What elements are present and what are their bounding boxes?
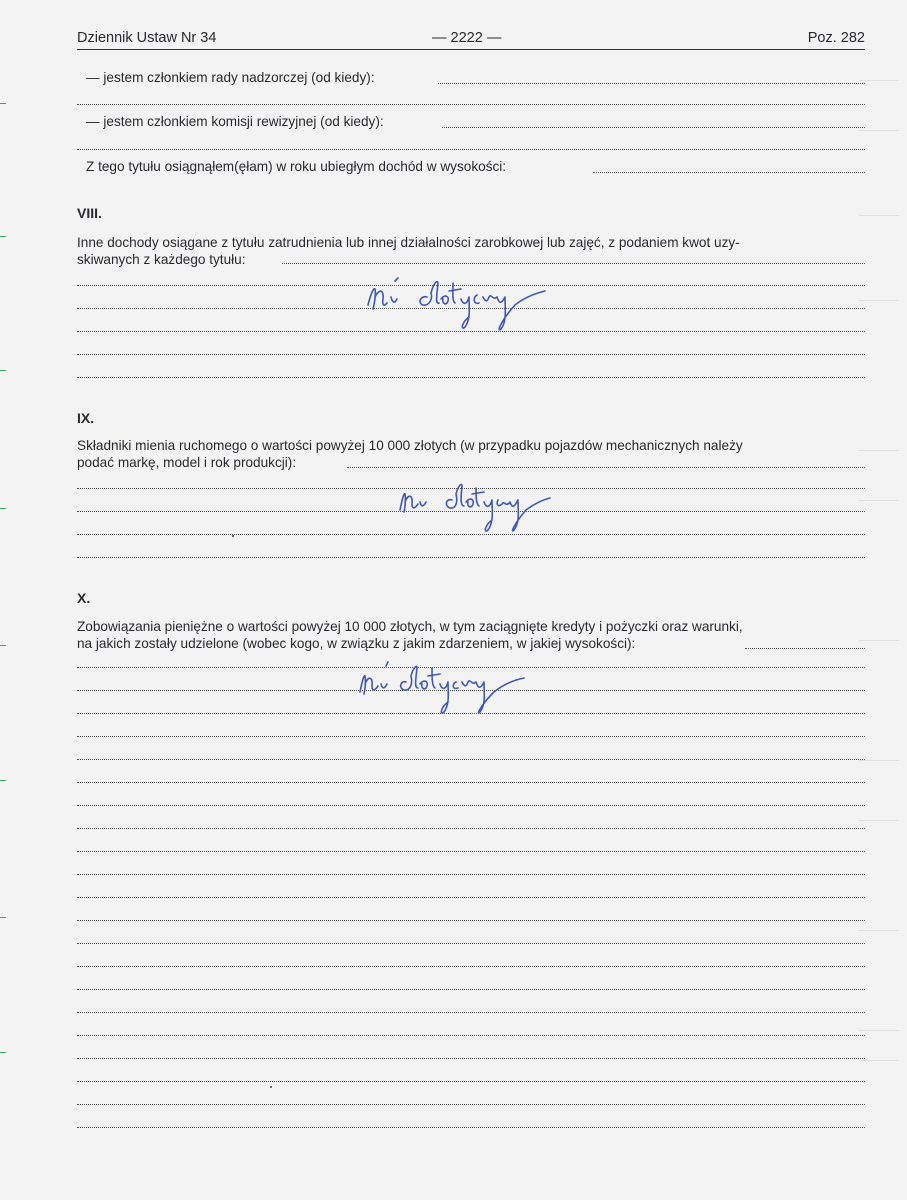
fill-line bbox=[77, 943, 865, 944]
fill-line bbox=[77, 1104, 865, 1105]
fill-line bbox=[77, 1081, 865, 1082]
fill-line bbox=[77, 759, 865, 760]
fill-line bbox=[77, 897, 865, 898]
supervisory-board-label: — jestem członkiem rady nadzorczej (od kiedy): bbox=[86, 70, 375, 85]
fill-line bbox=[77, 354, 865, 355]
header-rule bbox=[77, 49, 865, 50]
scan-mark bbox=[0, 370, 6, 371]
fill-line bbox=[593, 172, 865, 173]
fill-line bbox=[745, 648, 865, 649]
scan-mark bbox=[0, 508, 6, 509]
fill-line bbox=[77, 1058, 865, 1059]
fill-line bbox=[77, 149, 865, 150]
handwritten-annotation bbox=[365, 275, 550, 335]
fill-line bbox=[282, 263, 865, 264]
fill-line bbox=[77, 828, 865, 829]
fill-line bbox=[77, 851, 865, 852]
fill-line bbox=[77, 104, 865, 105]
section-x-heading: X. bbox=[77, 590, 91, 606]
fill-line bbox=[77, 557, 865, 558]
fill-line bbox=[77, 874, 865, 875]
scan-mark bbox=[0, 917, 6, 918]
fill-line bbox=[77, 989, 865, 990]
journal-title: Dziennik Ustaw Nr 34 bbox=[77, 30, 217, 46]
fill-line bbox=[77, 966, 865, 967]
fill-line bbox=[77, 782, 865, 783]
handwritten-annotation bbox=[396, 478, 556, 536]
scan-mark bbox=[0, 1052, 6, 1053]
fill-line bbox=[77, 1127, 865, 1128]
scan-speck bbox=[232, 535, 234, 537]
section-x-text-line2: na jakich zostały udzielone (wobec kogo, w związku z jakim zdarzeniem, w jakiej wysokości): bbox=[77, 636, 636, 651]
audit-committee-label: — jestem członkiem komisji rewizyjnej (od kiedy): bbox=[86, 114, 384, 129]
section-viii-text-line2: skiwanych z każdego tytułu: bbox=[77, 252, 246, 267]
fill-line bbox=[77, 377, 865, 378]
fill-line bbox=[77, 920, 865, 921]
handwritten-annotation bbox=[356, 660, 531, 718]
scan-speck bbox=[270, 1086, 272, 1088]
section-ix-heading: IX. bbox=[77, 410, 95, 426]
scan-mark bbox=[0, 645, 6, 646]
fill-line bbox=[77, 1035, 865, 1036]
section-x-text-line1: Zobowiązania pieniężne o wartości powyżej 10 000 złotych, w tym zaciągnięte kredyty i pożyczki oraz warunki, bbox=[77, 619, 743, 634]
scan-mark bbox=[0, 780, 6, 781]
fill-line bbox=[347, 467, 865, 468]
scan-mark bbox=[0, 236, 6, 237]
fill-line bbox=[442, 127, 865, 128]
income-label: Z tego tytułu osiągnąłem(ęłam) w roku ubiegłym dochód w wysokości: bbox=[86, 159, 507, 174]
fill-line bbox=[77, 1012, 865, 1013]
fill-line bbox=[77, 736, 865, 737]
position-number: Poz. 282 bbox=[807, 30, 865, 46]
page-number: — 2222 — bbox=[432, 30, 502, 46]
fill-line bbox=[438, 83, 865, 84]
section-viii-text-line1: Inne dochody osiągane z tytułu zatrudnienia lub innej działalności zarobkowej lub zajęć, z podaniem kwot uzy- bbox=[77, 235, 740, 250]
section-ix-text-line1: Składniki mienia ruchomego o wartości powyżej 10 000 złotych (w przypadku pojazdów mechanicznych należy bbox=[77, 438, 743, 453]
section-viii-heading: VIII. bbox=[77, 205, 102, 221]
scan-mark bbox=[0, 103, 6, 104]
bleed-through-marks bbox=[847, 0, 907, 1200]
page-header bbox=[77, 30, 865, 50]
fill-line bbox=[77, 805, 865, 806]
section-ix-text-line2: podać markę, model i rok produkcji): bbox=[77, 455, 297, 470]
